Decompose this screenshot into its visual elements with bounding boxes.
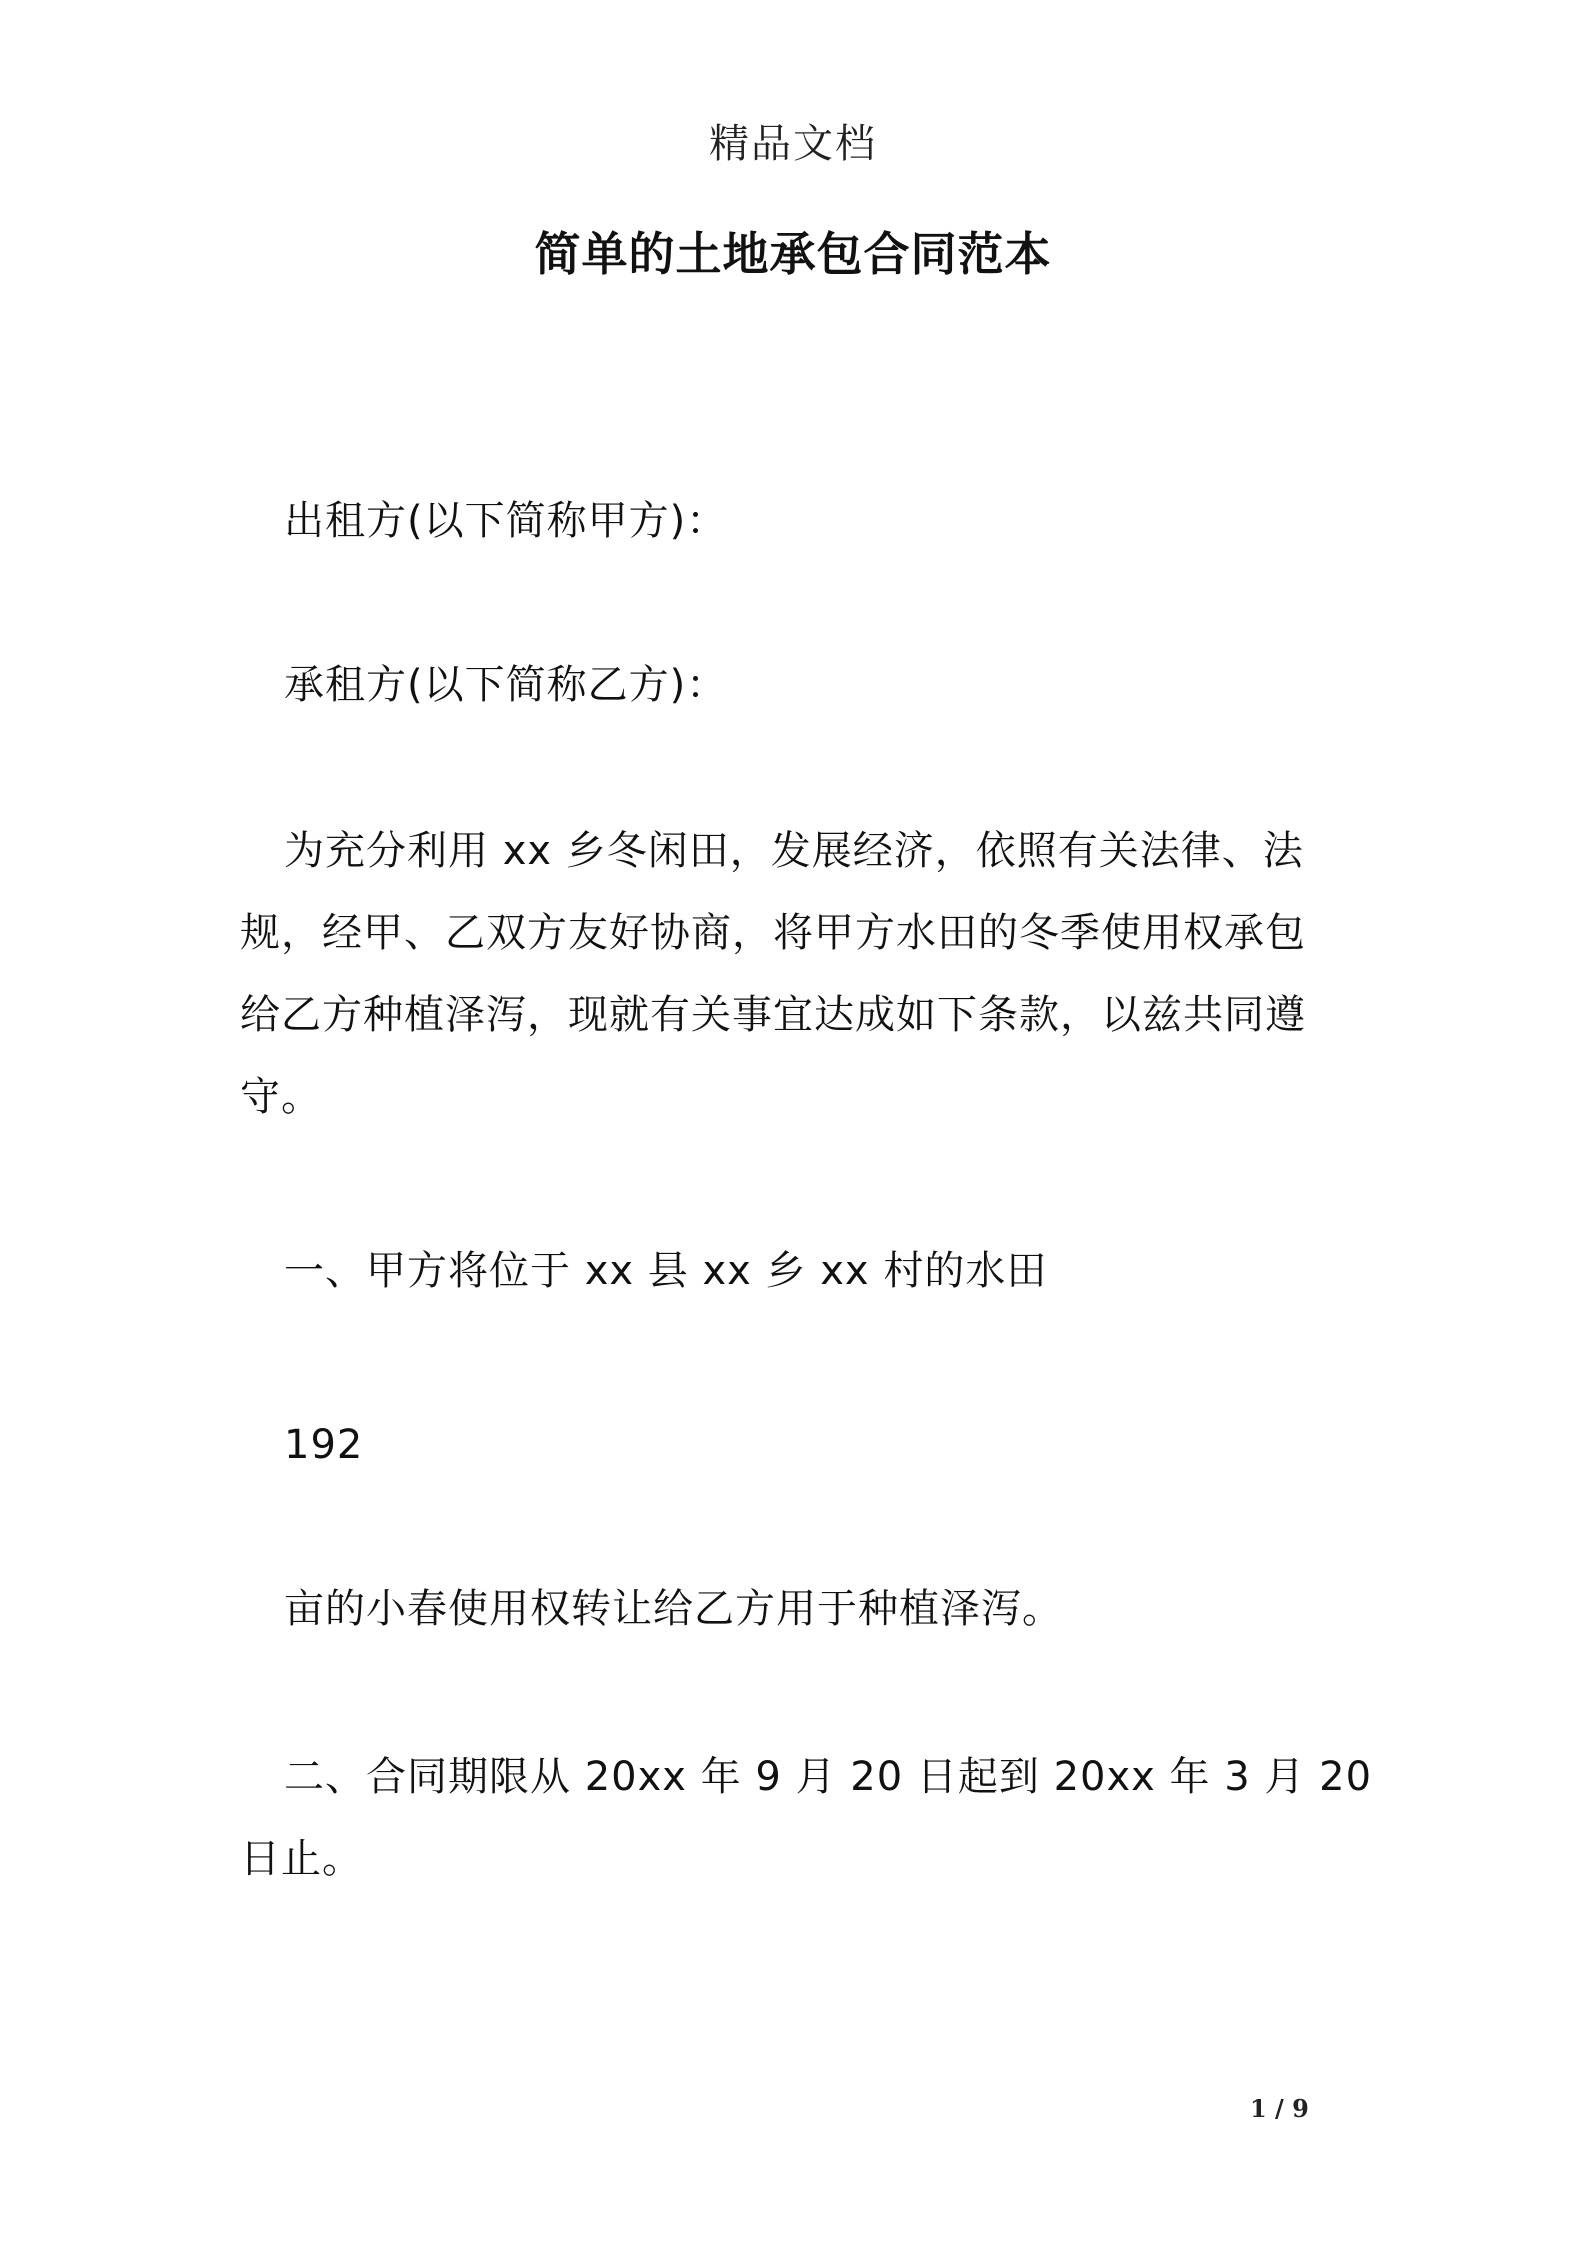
lessee-line: 承租方(以下简称乙方)：	[284, 662, 728, 708]
clause-1: 一、甲方将位于 xx 县 xx 乡 xx 村的水田	[284, 1248, 1048, 1294]
page-header: 精品文档	[709, 121, 877, 167]
clause-2-line: 二、合同期限从 20xx 年 9 月 20 日起到 20xx 年 3 月 20	[284, 1754, 1373, 1800]
intro-line: 为充分利用 xx 乡冬闲田，发展经济，依照有关法律、法	[284, 828, 1304, 874]
document-title: 简单的土地承包合同范本	[534, 227, 1052, 281]
intro-line: 守。	[240, 1074, 322, 1120]
acreage-value: 192	[284, 1422, 364, 1468]
page-number: 1 / 9	[1250, 2094, 1309, 2123]
lessor-line: 出租方(以下简称甲方)：	[284, 498, 728, 544]
intro-line: 规，经甲、乙双方友好协商，将甲方水田的冬季使用权承包	[240, 910, 1306, 956]
clause-2-line: 日止。	[240, 1836, 363, 1882]
clause-1-continued: 亩的小春使用权转让给乙方用于种植泽泻。	[284, 1586, 1063, 1632]
intro-line: 给乙方种植泽泻，现就有关事宜达成如下条款，以兹共同遵	[240, 992, 1306, 1038]
